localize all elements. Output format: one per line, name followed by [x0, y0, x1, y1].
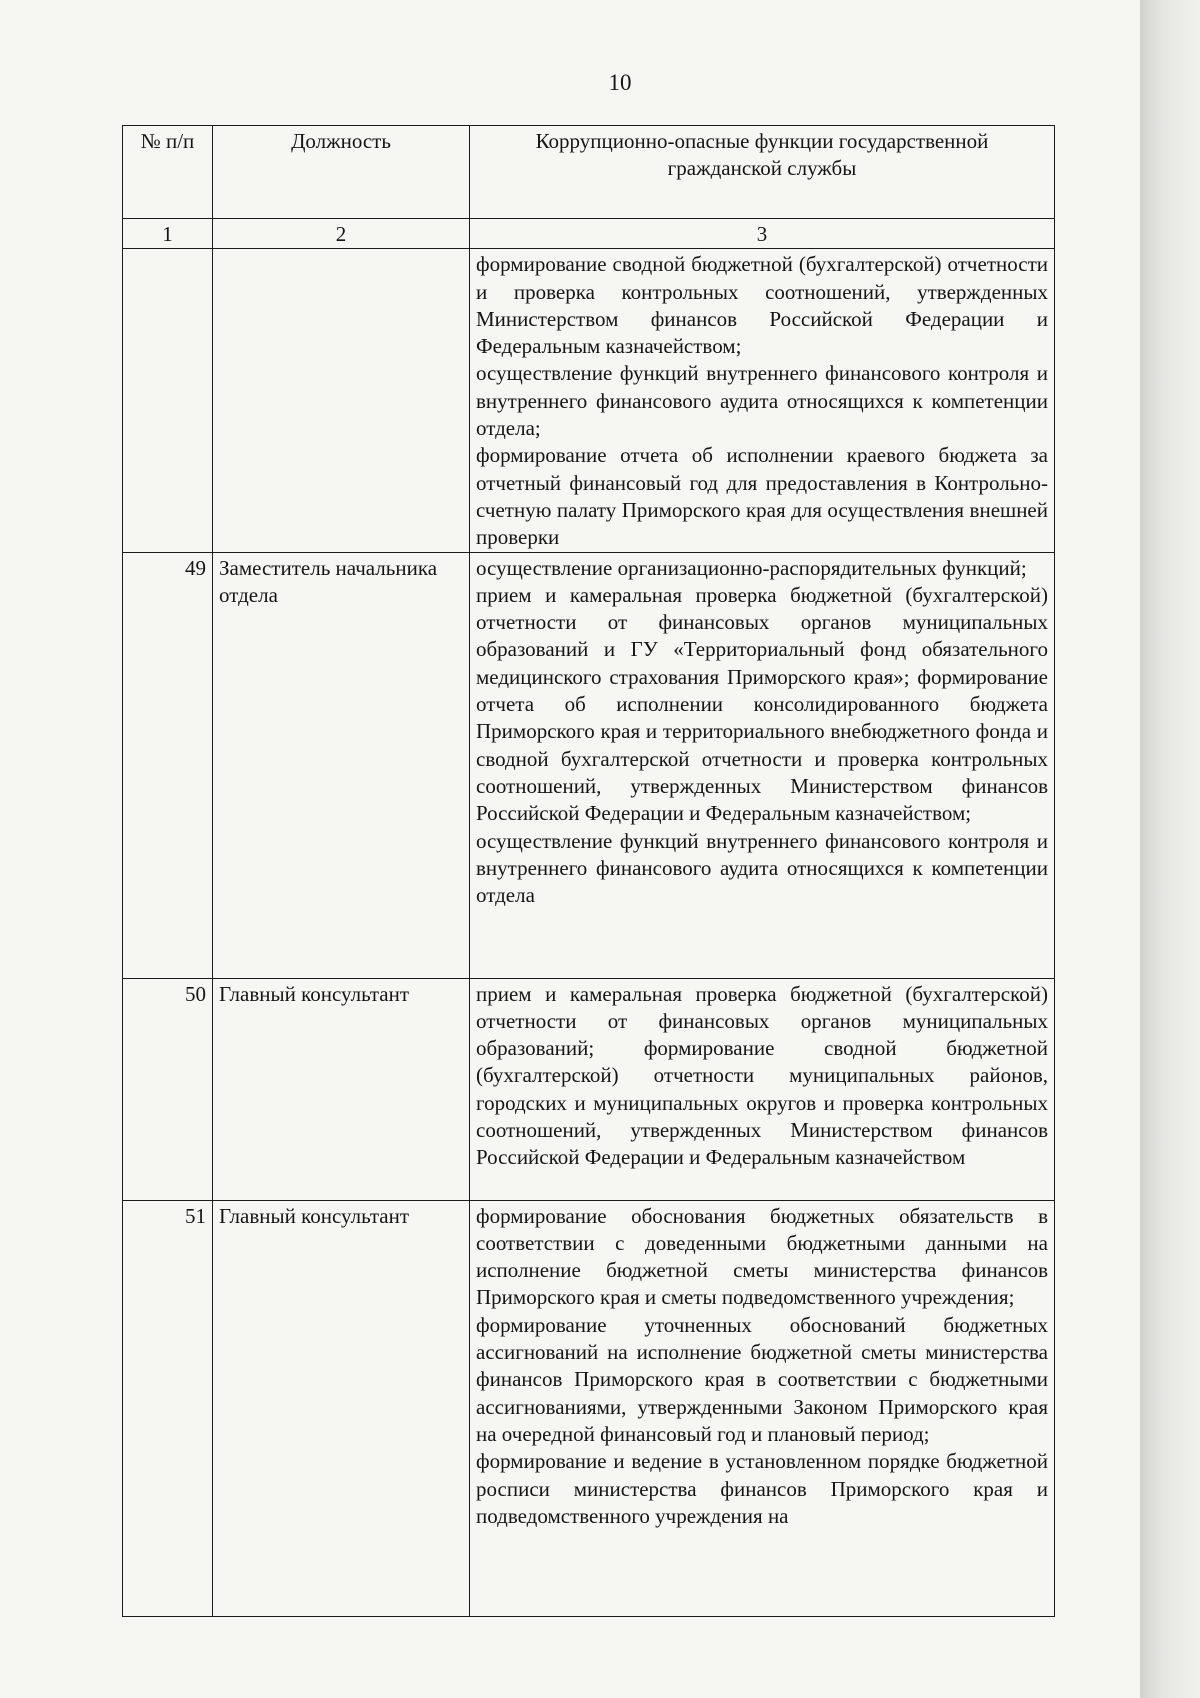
function-item: формирование и ведение в установленном порядке бюджетной росписи министерства финансов Приморского края и подведомственного учреждения на — [476, 1449, 1048, 1528]
row-position: Главный консультант — [213, 1200, 470, 1616]
function-item: формирование сводной бюджетной (бухгалтерской) отчетности и проверка контрольных соотношений, утвержденных Министерством финансов Российской Федерации и Федеральным казначейством; — [476, 252, 1048, 359]
column-number-1: 1 — [123, 219, 213, 249]
row-number: 50 — [123, 978, 213, 1200]
page-edge-shadow — [1140, 0, 1200, 1698]
row-functions — [470, 1200, 1055, 1616]
table-row — [123, 249, 1055, 552]
row-number — [123, 249, 213, 552]
row-position: Главный консультант — [213, 978, 470, 1200]
table-header-row — [123, 126, 1055, 219]
column-numbers-row — [123, 219, 1055, 249]
function-item: формирование отчета об исполнении краевого бюджета за отчетный финансовый год для предоставления в Контрольно-счетную палату Приморского края для осуществления внешней проверки — [476, 443, 1048, 550]
row-functions — [470, 552, 1055, 978]
row-position — [213, 249, 470, 552]
row-functions — [470, 249, 1055, 552]
table-row — [123, 1200, 1055, 1616]
header-position: Должность — [213, 126, 470, 219]
column-number-3: 3 — [470, 219, 1055, 249]
row-number: 51 — [123, 1200, 213, 1616]
function-item: формирование обоснования бюджетных обязательств в соответствии с доведенными бюджетными данными на исполнение бюджетной сметы министерства финансов Приморского края и сметы подведомственного учреждения; — [476, 1203, 1048, 1310]
function-item: формирование уточненных обоснований бюджетных ассигнований на исполнение бюджетной сметы министерства финансов Приморского края в соответствии с бюджетными ассигнованиями, утвержденными Законом Приморского края на очередной финансовый год и плановый период; — [476, 1312, 1048, 1446]
function-item: осуществление организационно-распорядительных функций; — [476, 555, 1027, 580]
row-position: Заместитель начальника отдела — [213, 552, 470, 978]
table-row — [123, 552, 1055, 978]
header-functions: Коррупционно-опасные функции государственной гражданской службы — [470, 126, 1055, 219]
function-item: осуществление функций внутреннего финансового контроля и внутреннего финансового аудита относящихся к компетенции отдела; — [476, 361, 1048, 441]
row-functions — [470, 978, 1055, 1200]
function-item: прием и камеральная проверка бюджетной (бухгалтерской) отчетности от финансовых органов муниципальных образований и ГУ «Территориальный фонд обязательного медицинского страхования Приморского края»; формирование отчета об исполнении консолидированного бюджета Приморского края и территориального внебюджетного фонда и сводной бухгалтерской отчетности и проверка контрольных соотношений, утвержденных Министерством финансов Российской Федерации и Федеральным казначейством; — [476, 582, 1048, 826]
row-functions-clip — [476, 1203, 1048, 1616]
page-number: 10 — [608, 70, 632, 95]
function-item: осуществление функций внутреннего финансового контроля и внутреннего финансового аудита относящихся к компетенции отдела — [476, 828, 1048, 908]
header-number: № п/п — [123, 126, 213, 219]
column-number-2: 2 — [213, 219, 470, 249]
table-row — [123, 978, 1055, 1200]
row-number: 49 — [123, 552, 213, 978]
corruption-functions-table — [122, 125, 1055, 1617]
function-item: прием и камеральная проверка бюджетной (бухгалтерской) отчетности от финансовых органов муниципальных образований; формирование сводной бюджетной (бухгалтерской) отчетности муниципальных районов, городских и муниципальных округов и проверка контрольных соотношений, утвержденных Министерством финансов Российской Федерации и Федеральным казначейством — [476, 981, 1048, 1170]
